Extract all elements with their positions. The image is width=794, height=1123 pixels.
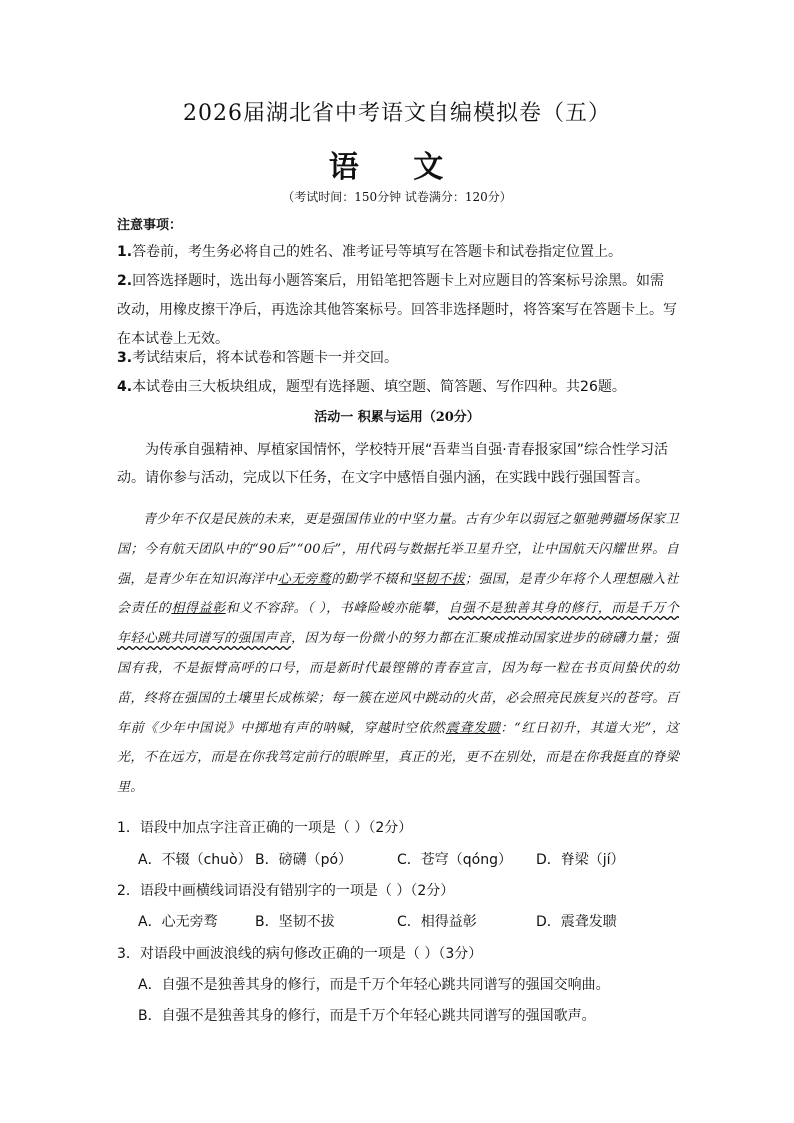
option-a[interactable]: A．心无旁骛 — [138, 914, 218, 930]
option-b[interactable]: B．自强不是独善其身的修行，而是千万个年轻心跳共同谱写的强国歌声。 — [138, 1008, 596, 1024]
option-c[interactable]: C．苍穹（qóng） — [397, 852, 512, 868]
notice-item-2 — [117, 267, 677, 354]
subject-heading: 语 文 — [328, 150, 466, 185]
notice-num: 1. — [117, 244, 133, 260]
activity-intro: 为传承自强精神、厚植家国情怀，学校特开展“吾辈当自强·青春报家国”综合性学习活动。请你参与活动，完成以下任务，在文字中感悟自强内涵，在实践中践行强国誓言。 — [117, 442, 668, 486]
notice-item-3 — [117, 344, 677, 373]
wavy-underlined-sentence: 自强不是独善其身的修行，而是千万个年轻心跳共同谱写的强国声音 — [117, 601, 679, 647]
passage-text: ：“红日初升，其道大光”，这光，不在远方，而是在你我笃定前行的眼眸里，真正的光，更不在别处，而是在你我挺直的脊梁里。 — [117, 720, 680, 796]
notice-num: 2. — [117, 273, 133, 289]
notice-text: 回答选择题时，选出每小题答案后，用铅笔把答题卡上对应题目的答案标号涂黑。如需改动，用橡皮擦干净后，再选涂其他答案标号。回答非选择题时，将答案写在答题卡上。写在本试卷上无效。 — [117, 273, 677, 347]
passage-text: ，因为每一份微小的努力都在汇聚成推动国家进步的磅礴力量；强国有我，不是振臂高呼的口号，而是新时代最铿锵的青春宣言，因为每一粒在书页间蛰伏的幼苗，终将在强国的土壤里长成栋梁；每一簇在逆风中跳动的火苗，必会照亮民族复兴的苍穹。百年前《少年中国说》中掷地有声的呐喊，穿越时空依然 — [117, 631, 680, 736]
option-d[interactable]: D．震聋发聩 — [536, 914, 617, 930]
underlined-word: 震聋发聩 — [445, 720, 501, 736]
exam-info: （考试时间：150分钟 试卷满分：120分） — [282, 190, 512, 204]
notice-num: 4. — [117, 379, 133, 395]
underlined-word: 坚韧不拔 — [411, 571, 465, 587]
question-2-options — [138, 911, 617, 931]
exam-title: 2026届湖北省中考语文自编模拟卷（五） — [183, 101, 611, 126]
underlined-word: 心无旁鹜 — [277, 571, 332, 587]
passage-text: 青少年不仅是民族的未来，更是强国伟业的中坚力量。古有少年以弱冠之躯驰骋疆场保家卫国；今有航天团队中的“90后”“00后”，用代码与数据托举卫星升空，让中国航天闪耀世界。自强，是青少年在知识海洋中 — [117, 512, 679, 587]
notice-title: 注意事项： — [117, 218, 183, 233]
option-c[interactable]: C．相得益彰 — [397, 914, 477, 930]
notice-text: 本试卷由三大板块组成，题型有选择题、填空题、简答题、写作四种。共26题。 — [132, 379, 626, 395]
underlined-word: 相得益彰 — [171, 601, 226, 617]
question-1-options — [138, 849, 625, 869]
passage-text: ；强国，是青少年将个人理想融入社会责任的 — [117, 571, 679, 617]
option-a[interactable]: A．不辍（chuò） — [138, 852, 252, 868]
notice-num: 3. — [117, 350, 133, 366]
notice-text: 考试结束后，将本试卷和答题卡一并交回。 — [132, 350, 399, 366]
passage-text: 的勤学不辍和 — [331, 571, 412, 587]
option-d[interactable]: D．脊梁（jí） — [536, 852, 625, 868]
notice-text: 答卷前，考生务必将自己的姓名、准考证号等填写在答题卡和试卷指定位置上。 — [132, 244, 623, 260]
question-3-stem: 3．对语段中画波浪线的病句修改正确的一项是（ ）（3分） — [117, 946, 483, 962]
passage-text: 和义不容辞。（ ），书峰险峻亦能攀， — [225, 601, 449, 617]
section-heading: 活动一 积累与运用（20分） — [314, 410, 480, 425]
notice-item-1 — [117, 238, 677, 267]
option-b[interactable]: B．坚韧不拔 — [255, 914, 335, 930]
question-2-stem: 2．语段中画横线词语没有错别字的一项是（ ）（2分） — [117, 883, 455, 899]
option-b[interactable]: B．磅礴（pó） — [255, 852, 353, 868]
option-a[interactable]: A．自强不是独善其身的修行，而是千万个年轻心跳共同谱写的强国交响曲。 — [138, 977, 610, 993]
reading-passage — [117, 505, 679, 803]
question-1-stem: 1．语段中加点字注音正确的一项是（ ）（2分） — [117, 820, 413, 836]
notice-item-4 — [117, 373, 677, 402]
